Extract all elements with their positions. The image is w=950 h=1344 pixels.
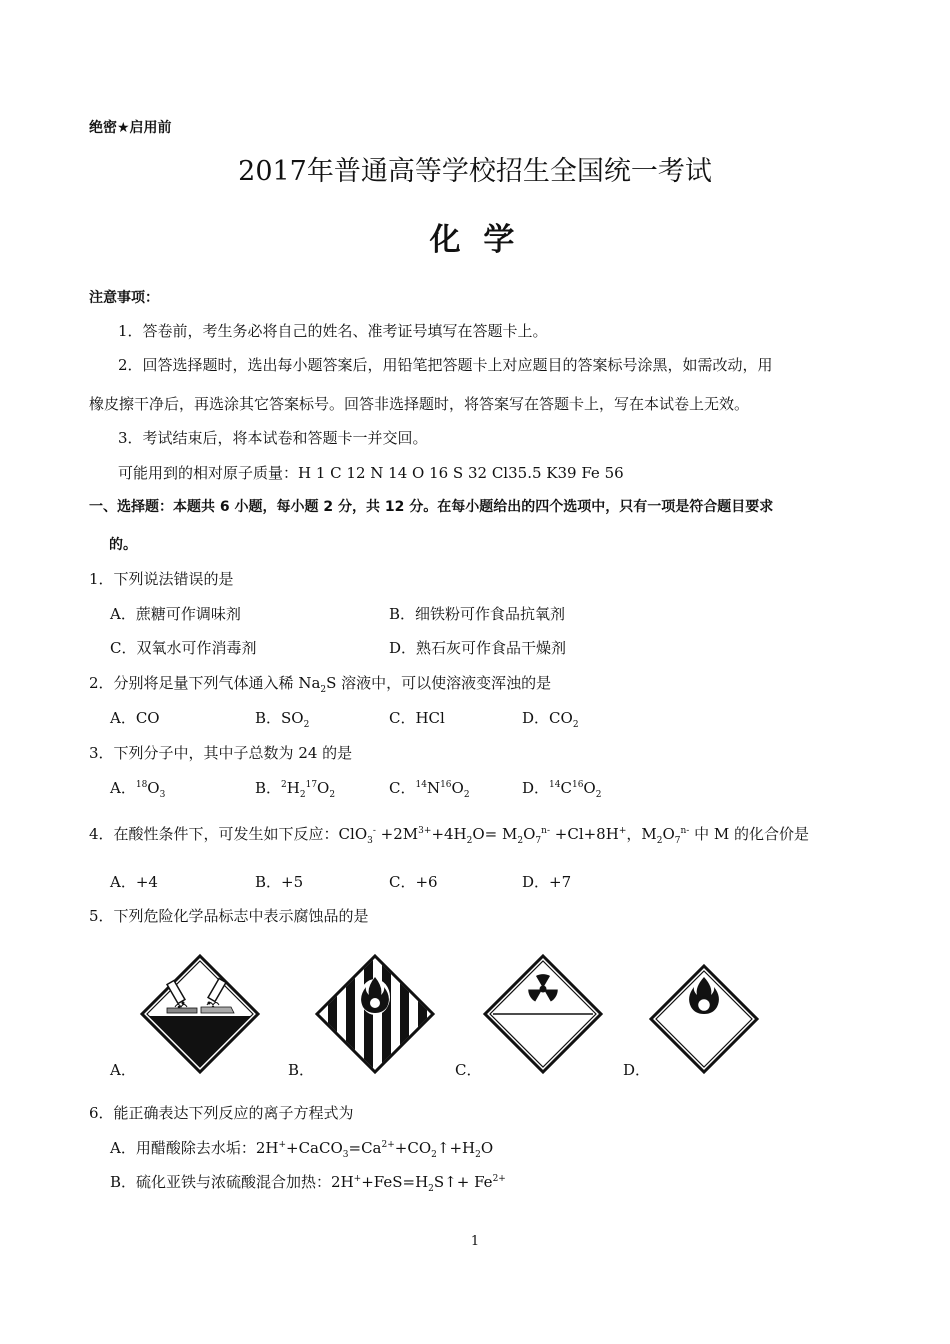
question-3-stem: 3．下列分子中，其中子总数为 24 的是 <box>89 744 353 762</box>
exam-title: 2017年普通高等学校招生全国统一考试 <box>238 156 712 187</box>
question-2-option-c: C．HCl <box>389 709 445 727</box>
note-item-3: 3．考试结束后，将本试卷和答题卡一并交回。 <box>118 429 428 447</box>
question-5-stem: 5．下列危险化学品标志中表示腐蚀品的是 <box>89 907 369 925</box>
question-4-stem: 4．在酸性条件下，可发生如下反应：$ClO_3^- +2M^{3+}+4H_2O= M_2O_7^{n-} +Cl+8H^+$，$M_2O_7^{n-}$ 中 M 的化合价是 <box>89 825 810 846</box>
question-5-option-b: B． <box>288 1061 315 1079</box>
notes-heading: 注意事项： <box>89 290 159 306</box>
question-6-stem: 6．能正确表达下列反应的离子方程式为 <box>89 1104 354 1122</box>
oxidizer-hazard-icon <box>648 963 760 1075</box>
question-4-option-c: C．+6 <box>389 873 438 891</box>
question-3-option-a: A．$^{18}O_3$ <box>110 779 166 800</box>
question-1-option-a: A．蔗糖可作调味剂 <box>110 605 241 623</box>
question-5-option-c: C． <box>455 1061 482 1079</box>
question-5-option-a: A． <box>110 1061 136 1079</box>
flammable-solid-hazard-icon <box>314 953 436 1075</box>
question-6-option-b: B．硫化亚铁与浓硫酸混合加热：$2H^++FeS=H_2S↑+ Fe^{2+}$ <box>110 1173 506 1194</box>
question-3-option-d: D．$^{14}C^{16}O_2$ <box>522 779 602 800</box>
secrecy-label: 绝密★启用前 <box>89 120 172 136</box>
section-heading-line-1: 一、选择题：本题共 6 小题，每小题 2 分，共 12 分。在每小题给出的四个选项中，只有一项是符合题目要求 <box>89 499 774 515</box>
question-6-option-a: A．用醋酸除去水垢：$2H^++CaCO_3=Ca^{2+}+CO_2↑+H_2O$ <box>110 1139 494 1160</box>
question-2-option-b: B．$SO_2$ <box>255 709 310 730</box>
question-2-option-d: D．$CO_2$ <box>522 709 579 730</box>
subject-title: 化 学 <box>429 222 521 258</box>
section-heading-line-2: 的。 <box>109 537 137 553</box>
question-1-option-d: D．熟石灰可作食品干燥剂 <box>389 639 567 657</box>
question-4-option-a: A．+4 <box>110 873 158 891</box>
corrosive-hazard-icon <box>139 953 261 1075</box>
note-item-2-line-2: 橡皮擦干净后，再选涂其它答案标号。回答非选择题时，将答案写在答题卡上，写在本试卷上无效。 <box>89 395 750 413</box>
question-4-option-d: D．+7 <box>522 873 572 891</box>
question-1-stem: 1．下列说法错误的是 <box>89 570 234 588</box>
atomic-masses: 可能用到的相对原子质量：H 1 C 12 N 14 O 16 S 32 Cl35.5 K39 Fe 56 <box>118 464 624 482</box>
question-3-option-b: B．$^2H_2^{17}O_2$ <box>255 779 336 800</box>
page-number: 1 <box>470 1234 480 1249</box>
note-item-2-line-1: 2．回答选择题时，选出每小题答案后，用铅笔把答题卡上对应题目的答案标号涂黑，如需改动，用 <box>118 356 773 374</box>
note-item-1: 1．答卷前，考生务必将自己的姓名、准考证号填写在答题卡上。 <box>118 322 548 340</box>
question-2-stem: 2．分别将足量下列气体通入稀 $Na_2S$ 溶液中，可以使溶液变浑浊的是 <box>89 674 552 695</box>
question-2-option-a: A．CO <box>110 709 160 727</box>
question-4-option-b: B．+5 <box>255 873 304 891</box>
radioactive-hazard-icon <box>482 953 604 1075</box>
question-1-option-c: C．双氧水可作消毒剂 <box>110 639 257 657</box>
question-5-option-d: D． <box>623 1061 651 1079</box>
question-1-option-b: B．细铁粉可作食品抗氧剂 <box>389 605 566 623</box>
question-3-option-c: C．$^{14}N^{16}O_2$ <box>389 779 470 800</box>
